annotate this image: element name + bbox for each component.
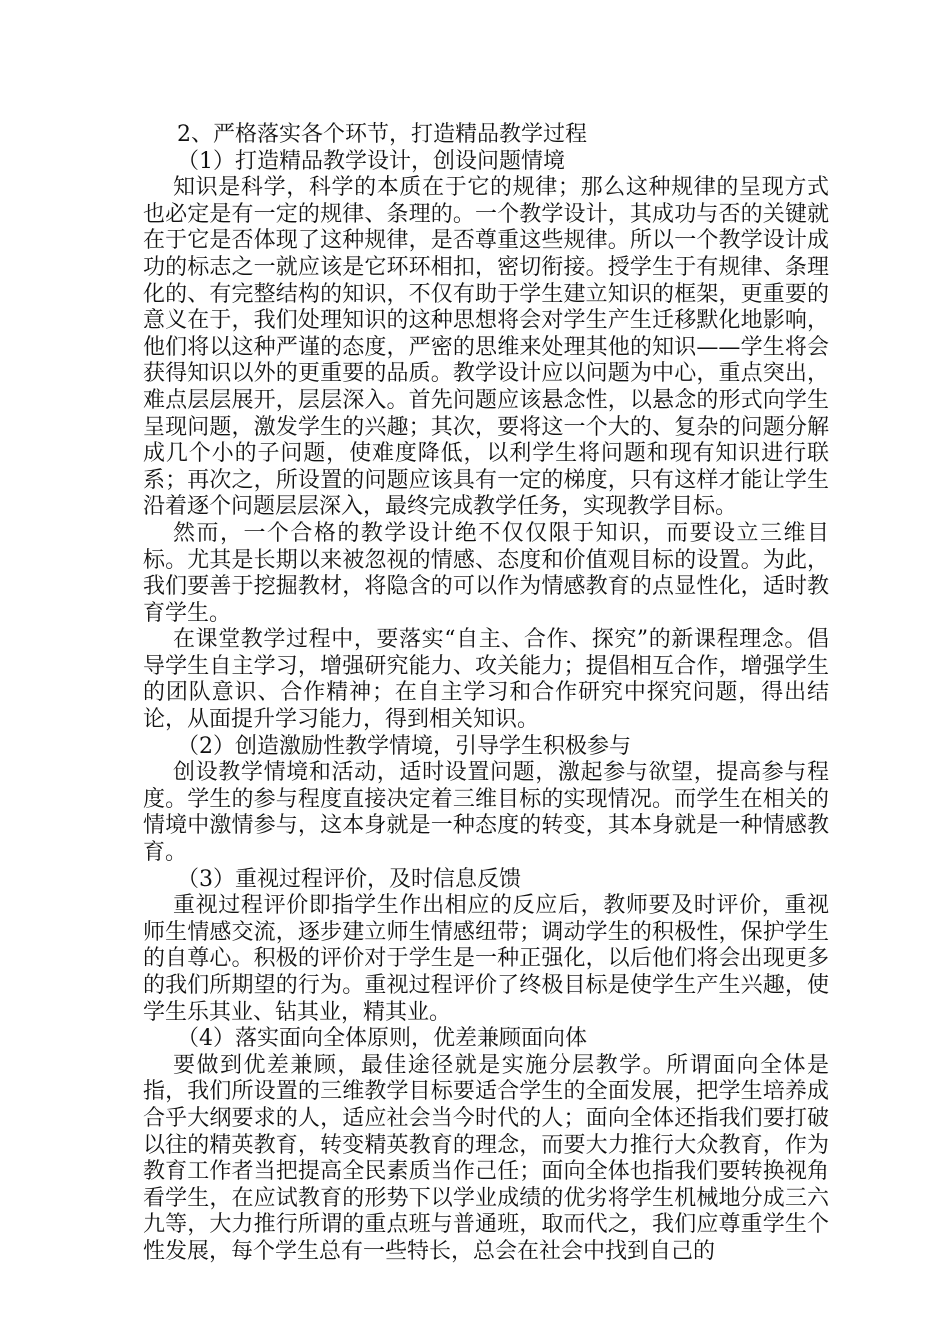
subsection-title-2: （2）创造激励性教学情境，引导学生积极参与	[177, 733, 631, 759]
document-page	[143, 122, 829, 1266]
section-heading: 2、严格落实各个环节，打造精品教学过程	[177, 122, 587, 147]
paragraph-4-1: 要做到优差兼顾，最佳途径就是实施分层教学。所谓面向全体是指，我们所设置的三维教学目标要适合学生的全面发展，把学生培养成合乎大纲要求的人，适应社会当今时代的人；面向全体还指我们要打破以往的精英教育，转变精英教育的理念，而要大力推行大众教育，作为教育工作者当把提高全民素质当作己任；面向全体也指我们要转换视角看学生，在应试教育的形势下以学业成绩的优劣将学生机械地分成三六九等，大力推行所谓的重点班与普通班，取而代之，我们应尊重学生个性发展，每个学生总有一些特长，总会在社会中找到自己的	[143, 1052, 829, 1264]
paragraph-1-1: 知识是科学，科学的本质在于它的规律；那么这种规律的呈现方式也必定是有一定的规律、条理的。一个教学设计，其成功与否的关键就在于它是否体现了这种规律，是否尊重这些规律。所以一个教学设计成功的标志之一就应该是它环环相扣，密切衔接。授学生于有规律、条理化的、有完整结构的知识，不仅有助于学生建立知识的框架，更重要的意义在于，我们处理知识的这种思想将会对学生产生迁移默化地影响，他们将以这种严谨的态度，严密的思维来处理其他的知识——学生将会获得知识以外的更重要的品质。教学设计应以问题为中心，重点突出，难点层层展开，层层深入。首先问题应该悬念性，以悬念的形式向学生呈现问题，激发学生的兴趣；其次，要将这一个大的、复杂的问题分解成几个小的子问题，使难度降低，以利学生将问题和现有知识进行联系；再次之，所设置的问题应该具有一定的梯度，只有这样才能让学生沿着逐个问题层层深入，最终完成教学任务，实现教学目标。	[143, 175, 829, 520]
paragraph-1-3: 在课堂教学过程中，要落实“自主、合作、探究”的新课程理念。倡导学生自主学习，增强研究能力、攻关能力；提倡相互合作，增强学生的团队意识、合作精神；在自主学习和合作研究中探究问题，得出结论，从面提升学习能力，得到相关知识。	[143, 627, 829, 733]
paragraph-2-1: 创设教学情境和活动，适时设置问题，激起参与欲望，提高参与程度。学生的参与程度直接决定着三维目标的实现情况。而学生在相关的情境中激情参与，这本身就是一种态度的转变，其本身就是一种情感教育。	[143, 760, 829, 866]
subsection-title-1: （1）打造精品教学设计，创设问题情境	[177, 148, 565, 174]
paragraph-3-1: 重视过程评价即指学生作出相应的反应后，教师要及时评价，重视师生情感交流，逐步建立师生情感纽带；调动学生的积极性，保护学生的自尊心。积极的评价对于学生是一种正强化，以后他们将会出现更多的我们所期望的行为。重视过程评价了终极目标是使学生产生兴趣，使学生乐其业、钻其业，精其业。	[143, 893, 829, 1025]
paragraph-1-2: 然而，一个合格的教学设计绝不仅仅限于知识，而要设立三维目标。尤其是长期以来被忽视的情感、态度和价值观目标的设置。为此，我们要善于挖掘教材，将隐含的可以作为情感教育的点显性化，适时教育学生。	[143, 520, 829, 626]
subsection-title-3: （3）重视过程评价，及时信息反馈	[177, 866, 521, 892]
subsection-title-4: （4）落实面向全体原则，优差兼顾面向体	[177, 1026, 587, 1052]
